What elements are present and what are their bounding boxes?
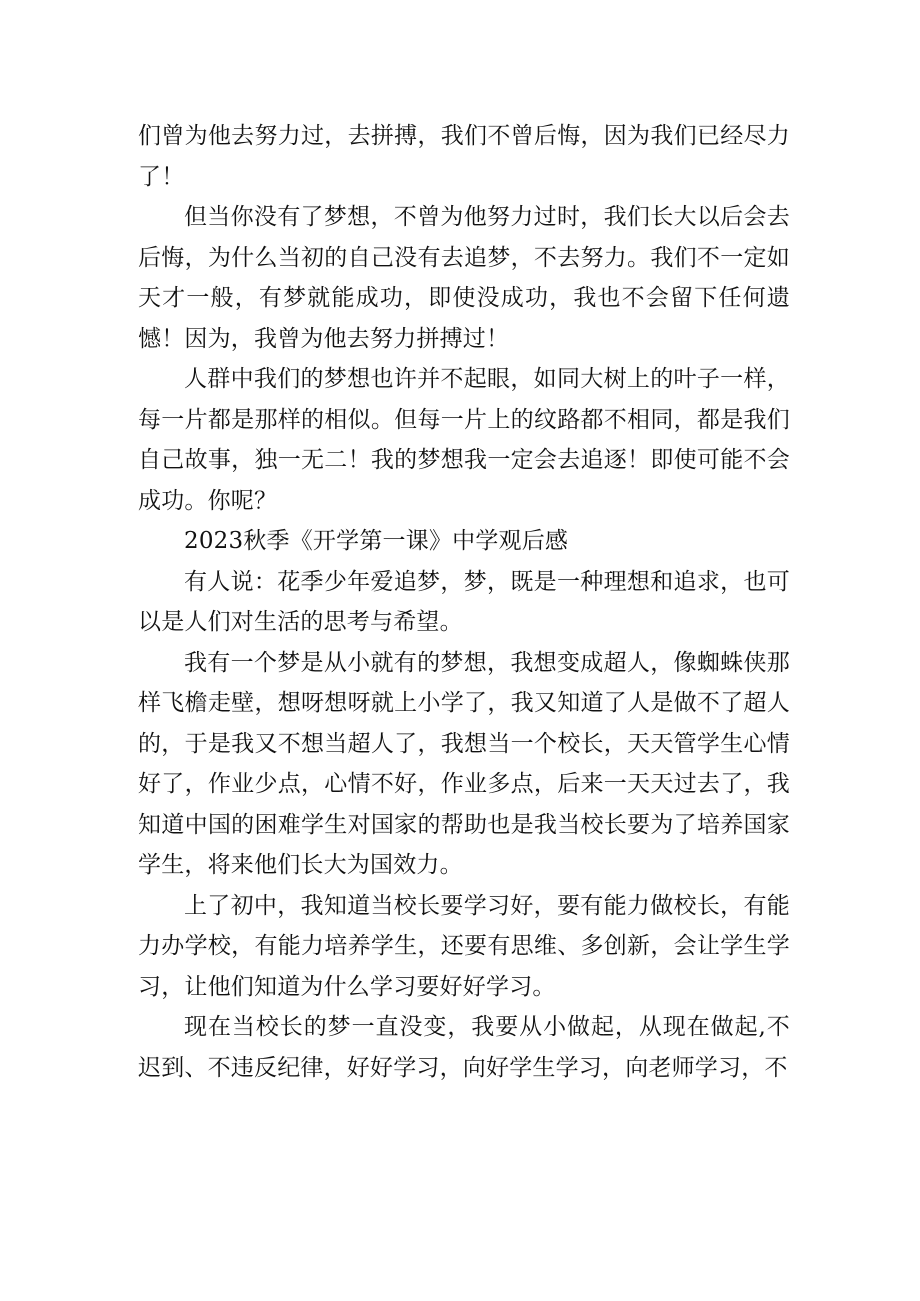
paragraph-childhood-dream: 我有一个梦是从小就有的梦想，我想变成超人，像蜘蛛侠那样飞檐走壁，想呀想呀就上小学了，我又知道了人是做不了超人的，于是我又不想当超人了，我想当一个校长，天天管学生心情好了，作业少点，心情不好，作业多点，后来一天天过去了，我知道中国的困难学生对国家的帮助也是我当校长要为了培养国家学生，将来他们长大为国效力。 xyxy=(138,649,790,878)
essay-title: 2023秋季《开学第一课》中学观后感 xyxy=(184,528,569,554)
paragraph-intro: 有人说：花季少年爱追梦，梦，既是一种理想和追求，也可以是人们对生活的思考与希望。 xyxy=(138,568,790,635)
paragraph-current-dream: 现在当校长的梦一直没变，我要从小做起，从现在做起,不迟到、不违反纪律，好好学习，向好学生学习，向老师学习，不 xyxy=(138,1014,790,1081)
paragraph-middle-school: 上了初中，我知道当校长要学习好，要有能力做校长，有能力办学校，有能力培养学生，还要有思维、多创新，会让学生学习，让他们知道为什么学习要好好学习。 xyxy=(138,892,790,1000)
paragraph-dream-leaves: 人群中我们的梦想也许并不起眼，如同大树上的叶子一样，每一片都是那样的相似。但每一片上的纹路都不相同，都是我们自己故事，独一无二！我的梦想我一定会去追逐！即使可能不会成功。你呢？ xyxy=(138,366,790,514)
document-body xyxy=(138,116,790,1088)
paragraph-regret: 但当你没有了梦想，不曾为他努力过时，我们长大以后会去后悔，为什么当初的自己没有去追梦，不去努力。我们不一定如天才一般，有梦就能成功，即使没成功，我也不会留下任何遗憾！因为，我曾为他去努力拼搏过！ xyxy=(138,204,790,352)
paragraph-continuation: 们曾为他去努力过，去拼搏，我们不曾后悔，因为我们已经尽力了！ xyxy=(138,123,790,190)
